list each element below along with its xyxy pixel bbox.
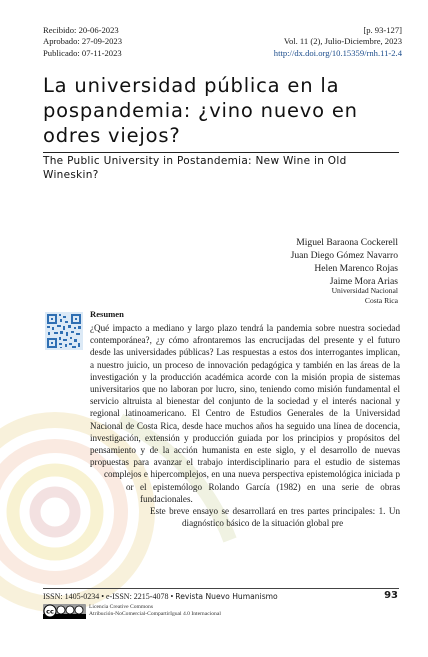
license-line: Licencia Creative Commons bbox=[89, 604, 153, 610]
volume-info: Vol. 11 (2), Julio-Diciembre, 2023 bbox=[283, 36, 402, 47]
abstract-paragraph: Este breve ensayo se desarrollará en tres partes principales: 1. Un diagnóstico básico de la situación global pre bbox=[150, 506, 400, 529]
article-dates bbox=[43, 25, 122, 59]
affiliation-line: Universidad Nacional bbox=[331, 286, 398, 295]
qr-code-icon[interactable] bbox=[45, 312, 83, 350]
article-title: La universidad pública en la pospandemia: ¿vino nuevo en odres viejos? bbox=[43, 74, 358, 147]
author-name: Helen Marenco Rojas bbox=[314, 263, 398, 274]
article-subtitle: The Public University in Postandemia: New Wine in Old Wineskin? bbox=[43, 155, 347, 181]
author-name: Jaime Mora Arias bbox=[329, 276, 398, 287]
published-date: Publicado: 07-11-2023 bbox=[43, 47, 122, 58]
license-text[interactable] bbox=[89, 604, 221, 618]
page-number: 93 bbox=[384, 590, 398, 601]
abstract-body bbox=[90, 322, 400, 615]
issn-text: ISSN: 1405-0234 • e-ISSN: 2215-4078 • bbox=[43, 592, 176, 601]
journal-name: Revista Nuevo Humanismo bbox=[175, 592, 278, 601]
footer-issn bbox=[43, 592, 278, 601]
affiliation-line: Costa Rica bbox=[364, 296, 398, 305]
doi-link[interactable]: http://dx.doi.org/10.15359/rnh.11-2.4 bbox=[273, 47, 402, 58]
received-date: Recibido: 20-06-2023 bbox=[43, 25, 119, 35]
svg-text:cc: cc bbox=[46, 607, 54, 616]
title-divider bbox=[43, 152, 399, 153]
author-name: Juan Diego Gómez Navarro bbox=[290, 250, 398, 261]
creative-commons-icon[interactable] bbox=[43, 604, 86, 619]
license-line: Atribución-NoComercial-CompartirIgual 4.0 Internacional bbox=[89, 611, 221, 617]
page-range: [p. 93-127] bbox=[363, 25, 402, 35]
author-name: Miguel Baraona Cockerell bbox=[296, 237, 398, 248]
author-affiliation bbox=[332, 286, 398, 306]
author-list bbox=[291, 236, 398, 288]
footer-divider bbox=[43, 588, 399, 589]
abstract-paragraph: ¿Qué impacto a mediano y largo plazo tendrá la pandemia sobre nuestra sociedad contemporánea?, ¿y cómo afrontaremos las encrucijadas del presente y el futuro desde las universidades públicas? Las respuestas a estos dos interrogantes implican, a nuestro juicio, un proceso de innovación pedagógica y también en las áreas de la investigación y la producción académica acorde con la misión propia de sistemas universitarios que no laboran por lucro, sino, teniendo como misión fundamental el servicio altruista al bienestar del conjunto de la sociedad y el interés nacional y regional latinoamericano. El Centro de Estudios Generales de la Universidad Nacional de Costa Rica, desde hace muchos años ha seguido una línea de docencia, investigación, extensión y producción guiada por los principios y propósitos del pensamiento y de la acción humanista en este siglo, y el desarrollo de nuevas propuestas para avanzar el trabajo interdisciplinario para el estudio de sistemas complejos e hipercomplejos, en una nueva perspectiva epistemológica iniciada p or el epistemólogo Rolando García (1982) en una serie de obras fundacionales. bbox=[90, 323, 400, 504]
approved-date: Aprobado: 27-09-2023 bbox=[43, 36, 123, 47]
abstract-heading: Resumen bbox=[90, 309, 124, 319]
article-reference bbox=[274, 25, 402, 59]
